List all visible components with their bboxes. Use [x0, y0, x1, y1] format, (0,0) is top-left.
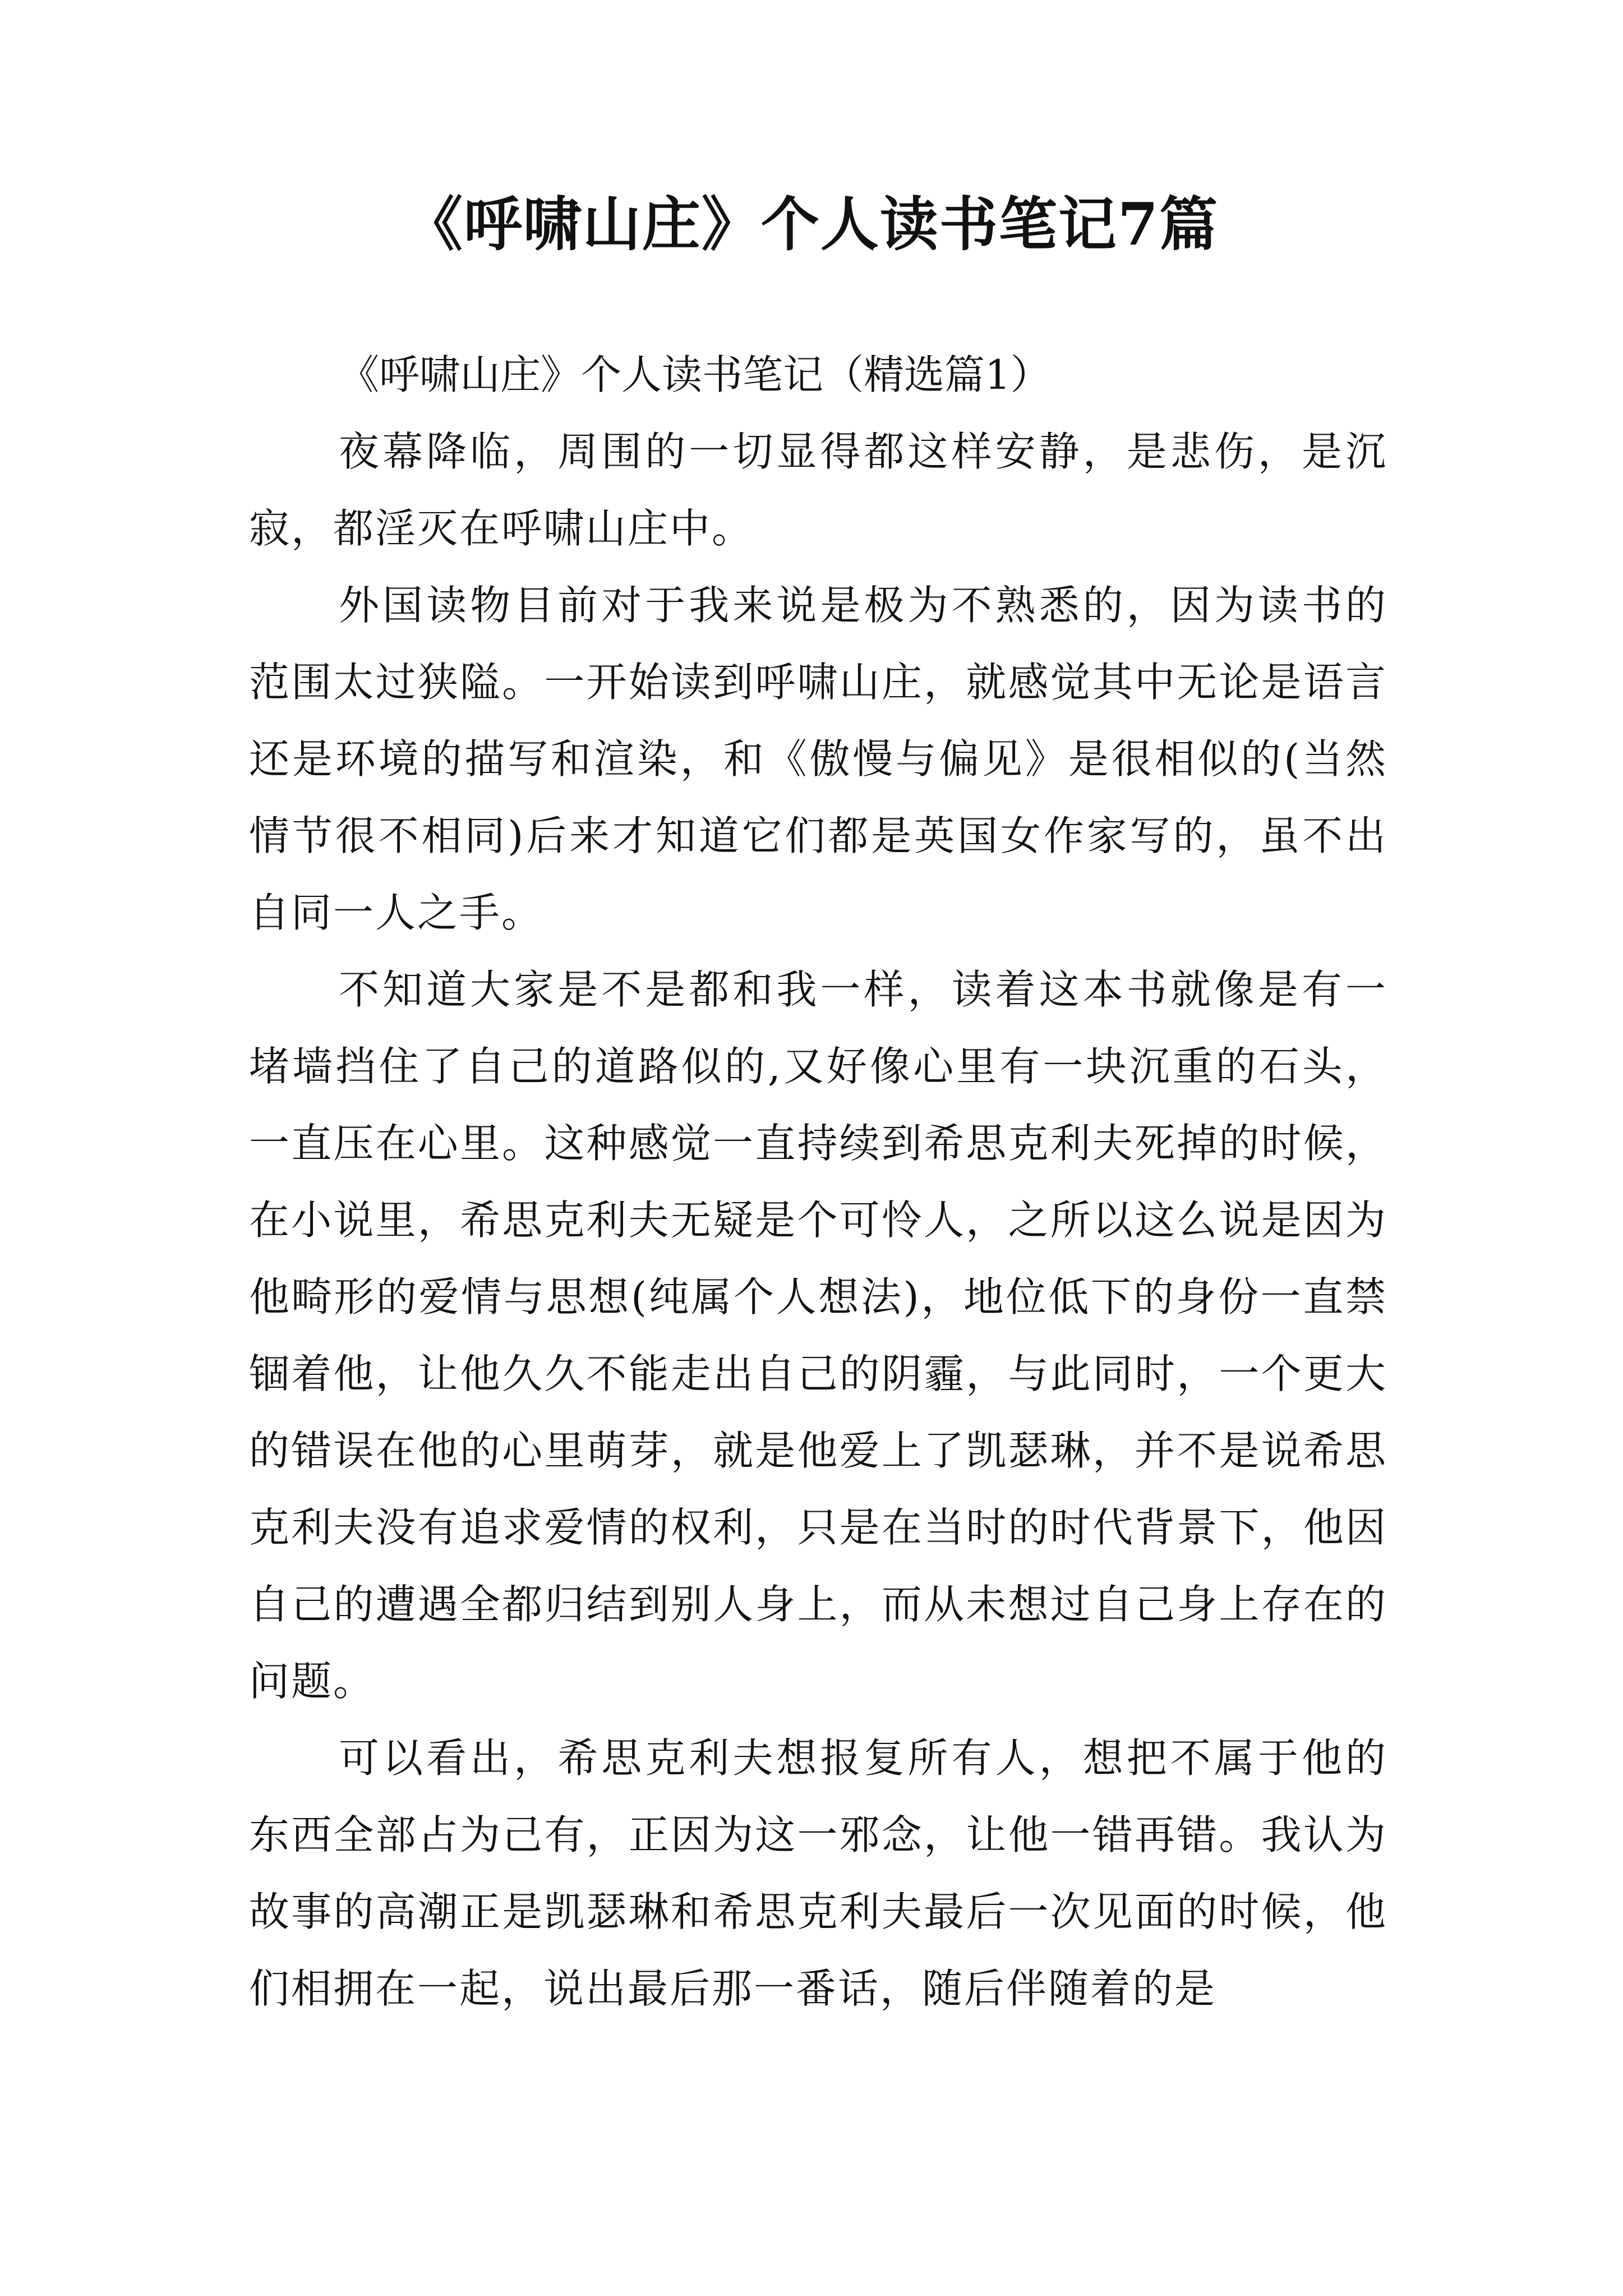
- document-title: 《呼啸山庄》个人读书笔记7篇: [404, 190, 1219, 259]
- paragraph-4: 可以看出，希思克利夫想报复所有人，想把不属于他的东西全部占为己有，正因为这一邪念，让他一错再错。我认为故事的高潮正是凯瑟琳和希思克利夫最后一次见面的时候，他们相拥在一起，说出最后那一番话，随后伴随着的是: [249, 1734, 1387, 2012]
- document-body: [249, 337, 1387, 2027]
- paragraph-3: 不知道大家是不是都和我一样，读着这本书就像是有一堵墙挡住了自己的道路似的,又好像心里有一块沉重的石头，一直压在心里。这种感觉一直持续到希思克利夫死掉的时候，在小说里，希思克利夫无疑是个可怜人，之所以这么说是因为他畸形的爱情与思想(纯属个人想法)，地位低下的身份一直禁锢着他，让他久久不能走出自己的阴霾，与此同时，一个更大的错误在他的心里萌芽，就是他爱上了凯瑟琳，并不是说希思克利夫没有追求爱情的权利，只是在当时的时代背景下，他因自己的遭遇全都归结到别人身上，而从未想过自己身上存在的问题。: [249, 966, 1387, 1705]
- section-heading: 《呼啸山庄》个人读书笔记（精选篇1）: [339, 351, 1051, 398]
- paragraph-1: 夜幕降临，周围的一切显得都这样安静，是悲伤，是沉寂，都淫灭在呼啸山庄中。: [249, 428, 1387, 552]
- paragraph-2: 外国读物目前对于我来说是极为不熟悉的，因为读书的范围太过狭隘。一开始读到呼啸山庄，就感觉其中无论是语言还是环境的描写和渲染，和《傲慢与偏见》是很相似的(当然情节很不相同)后来才知道它们都是英国女作家写的，虽不出自同一人之手。: [249, 582, 1387, 936]
